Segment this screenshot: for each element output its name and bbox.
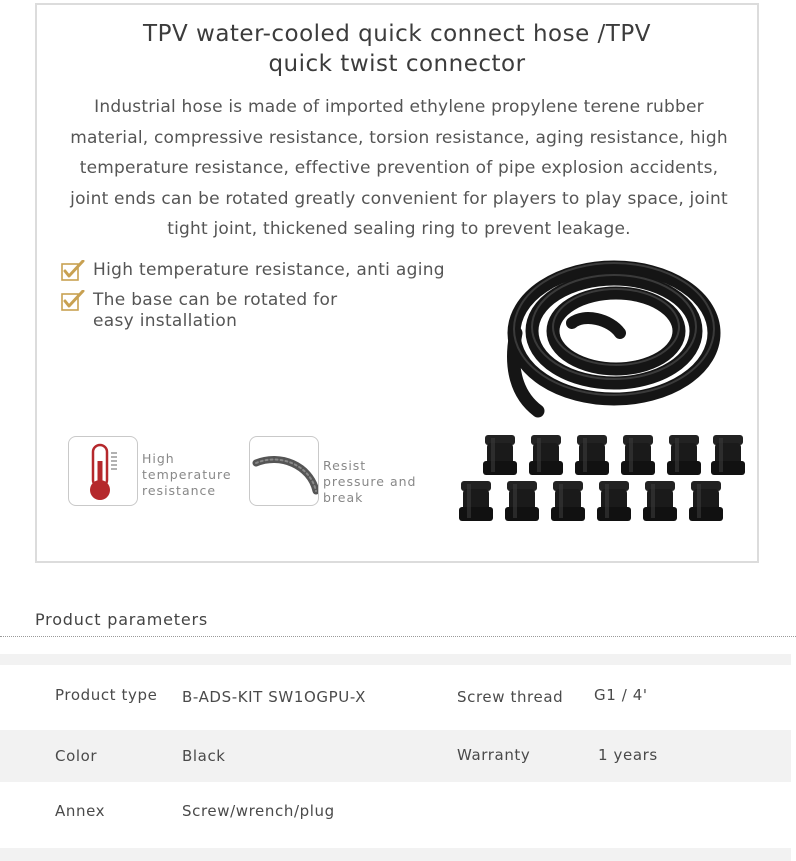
thermometer-badge [68,436,138,506]
title-line-1: TPV water-cooled quick connect hose /TPV [143,21,651,47]
table-row-band [0,730,791,782]
badge-label-pressure: Resist pressure and break [323,458,417,505]
param-value: 1 years [598,746,658,764]
checkbox-icon [61,260,85,281]
badge-label-heat: High temperature resistance [142,451,232,498]
product-title [37,19,757,79]
title-line-2: quick twist connector [268,51,526,77]
feature-text: The base can be rotated for easy installation [93,290,338,331]
param-value: Black [182,747,226,765]
param-label: Color [55,747,98,765]
parameters-heading: Product parameters [35,610,209,629]
fittings-row-top [483,435,745,475]
param-label: Product type [55,686,158,704]
fittings-row-bottom [459,481,723,521]
param-label: Annex [55,802,106,820]
param-value: G1 / 4' [594,686,648,704]
section-divider [0,636,796,637]
product-description: Industrial hose is made of imported ethylene propylene terene rubber material, compressive resistance, torsion resistance, aging resistance, high temperature resistance, effective prevention of pipe explosion accidents, joint ends can be rotated greatly convenient for players to play space, joint tight joint, thickened sealing ring to prevent leakage. [70,97,728,239]
hose-badge [249,436,319,506]
bent-hose-icon [250,437,318,505]
product-intro-card [35,3,759,563]
param-label: Screw thread [457,688,564,706]
feature-item-2 [61,290,381,332]
feature-item-1 [61,260,451,281]
feature-text: High temperature resistance, anti aging [93,260,445,280]
param-value: Screw/wrench/plug [182,802,335,820]
param-value: B-ADS-KIT SW1OGPU-X [182,688,367,706]
checkbox-icon [61,290,85,311]
param-label: Warranty [457,746,531,764]
table-top-band [0,654,791,665]
fittings-image [455,433,755,533]
thermometer-icon [69,437,137,505]
table-bottom-band [0,848,791,861]
coiled-hose-image [492,253,722,418]
